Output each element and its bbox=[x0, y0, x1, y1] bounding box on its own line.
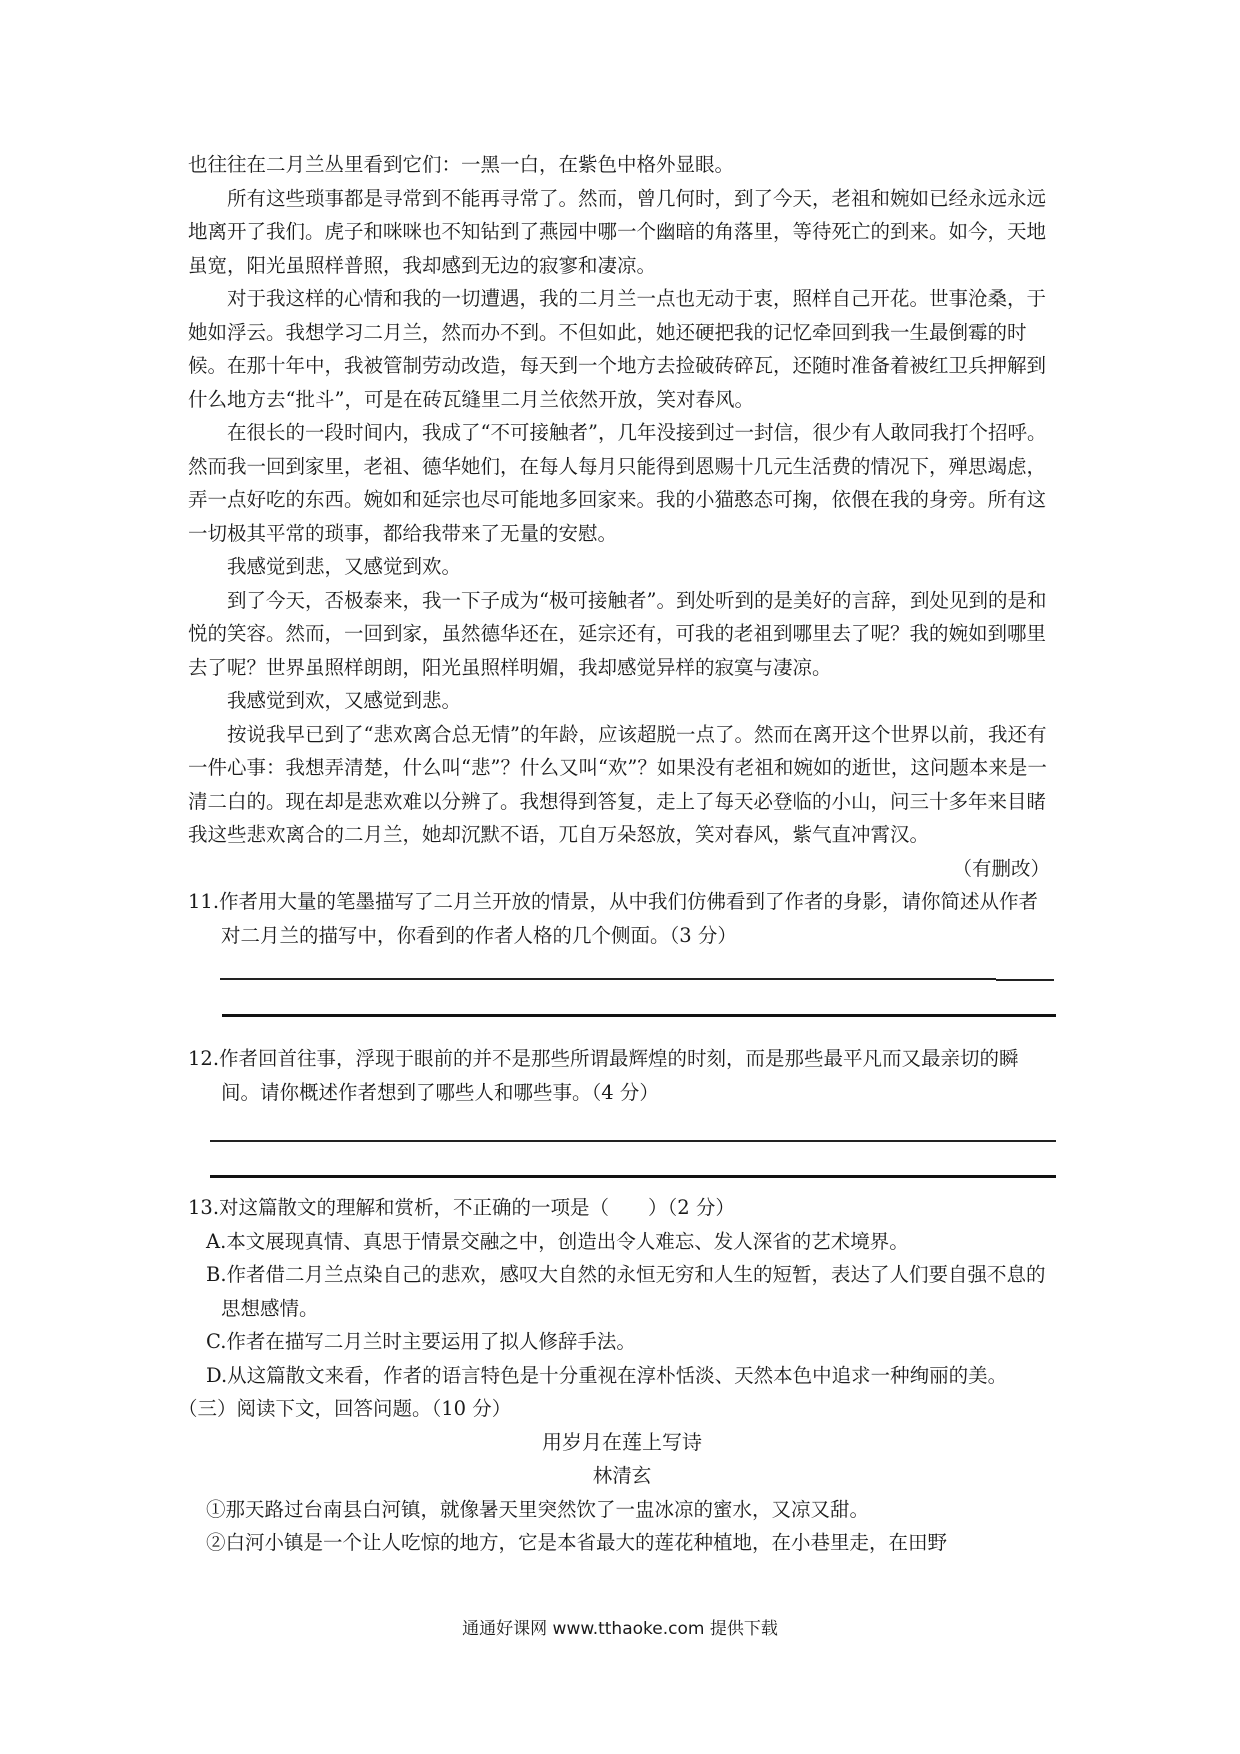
footer-watermark: 通通好课网 www.tthaoke.com 提供下载 bbox=[462, 1619, 778, 1639]
paragraph: 我感觉到欢，又感觉到悲。 bbox=[227, 689, 462, 712]
paragraph: 在很长的一段时间内，我成了“不可接触者”，几年没接到过一封信，很少有人敢同我打个招呼。然而我一回到家里，老祖、德华她们，在每人每月只能得到恩赐十几元生活费的情况下，殚思竭虑，弄一点好吃的东西。婉如和延宗也尽可能地多回家来。我的小猫憨态可掬，依偎在我的身旁。所有这一切极其平常的琐事，都给我带来了无量的安慰。 bbox=[188, 421, 1047, 545]
answer-line bbox=[210, 1140, 1056, 1142]
question-13: 13.对这篇散文的理解和赏析，不正确的一项是（ ）（2 分） bbox=[188, 1196, 735, 1219]
option-c: C.作者在描写二月兰时主要运用了拟人修辞手法。 bbox=[206, 1330, 636, 1353]
paragraph: 我感觉到悲，又感觉到欢。 bbox=[227, 555, 462, 578]
question-12: 12.作者回首往事，浮现于眼前的并不是那些所谓最辉煌的时刻，而是那些最平凡而又最亲切的瞬间。请你概述作者想到了哪些人和哪些事。（4 分） bbox=[188, 1047, 1019, 1104]
answer-lines-11[interactable] bbox=[188, 952, 1056, 1038]
answer-line bbox=[210, 1175, 1056, 1178]
section-heading: （三）阅读下文，回答问题。（10 分） bbox=[178, 1397, 512, 1420]
paragraph: 所有这些琐事都是寻常到不能再寻常了。然而，曾几何时，到了今天，老祖和婉如已经永远永远地离开了我们。虎子和咪咪也不知钻到了燕园中哪一个幽暗的角落里，等待死亡的到来。如今，天地虽宽，阳光虽照样普照，我却感到无边的寂寥和凄凉。 bbox=[188, 186, 1047, 277]
article-paragraph: ②白河小镇是一个让人吃惊的地方，它是本省最大的莲花种植地，在小巷里走，在田野 bbox=[206, 1531, 948, 1554]
article-title: 用岁月在莲上写诗 bbox=[542, 1429, 702, 1454]
answer-line bbox=[222, 1014, 1056, 1017]
document-page bbox=[178, 148, 1056, 1560]
answer-line bbox=[996, 979, 1054, 981]
option-d: D.从这篇散文来看，作者的语言特色是十分重视在淳朴恬淡、天然本色中追求一种绚丽的美。 bbox=[206, 1363, 1008, 1387]
source-note: （有删改） bbox=[952, 856, 1050, 880]
paragraph: 对于我这样的心情和我的一切遭遇，我的二月兰一点也无动于衷，照样自己开花。世事沧桑，于她如浮云。我想学习二月兰，然而办不到。不但如此，她还硬把我的记忆牵回到我一生最倒霉的时候。在那十年中，我被管制劳动改造，每天到一个地方去捡破砖碎瓦，还随时准备着被红卫兵押解到什么地方去“批斗”，可是在砖瓦缝里二月兰依然开放，笑对春风。 bbox=[188, 287, 1047, 411]
paragraph: 到了今天，否极泰来，我一下子成为“极可接触者”。到处听到的是美好的言辞，到处见到的是和悦的笑容。然而，一回到家，虽然德华还在，延宗还有，可我的老祖到哪里去了呢？我的婉如到哪里去了呢？世界虽照样朗朗，阳光虽照样明媚，我却感觉异样的寂寞与凄凉。 bbox=[188, 588, 1047, 679]
paragraph: 也往往在二月兰丛里看到它们：一黑一白，在紫色中格外显眼。 bbox=[188, 153, 735, 176]
article-paragraph: ①那天路过台南县白河镇，就像暑天里突然饮了一盅冰凉的蜜水，又凉又甜。 bbox=[206, 1497, 870, 1521]
answer-lines-12[interactable] bbox=[188, 1109, 1056, 1187]
question-11: 11.作者用大量的笔墨描写了二月兰开放的情景，从中我们仿佛看到了作者的身影，请你简述从作者对二月兰的描写中，你看到的作者人格的几个侧面。（3 分） bbox=[188, 890, 1039, 947]
option-a: A.本文展现真情、真思于情景交融之中，创造出令人难忘、发人深省的艺术境界。 bbox=[206, 1229, 909, 1253]
article-author: 林清玄 bbox=[592, 1464, 652, 1487]
paragraph: 按说我早已到了“悲欢离合总无情”的年龄，应该超脱一点了。然而在离开这个世界以前，我还有一件心事：我想弄清楚，什么叫“悲”？什么又叫“欢”？如果没有老祖和婉如的逝世，这问题本来是一清二白的。现在却是悲欢难以分辨了。我想得到答复，走上了每天必登临的小山，问三十多年来目睹我这些悲欢离合的二月兰，她却沉默不语，兀自万朵怒放，笑对春风，紫气直冲霄汉。 bbox=[188, 722, 1047, 846]
answer-line bbox=[220, 978, 996, 980]
option-b: B.作者借二月兰点染自己的悲欢，感叹大自然的永恒无穷和人生的短暂，表达了人们要自强不息的思想感情。 bbox=[206, 1263, 1046, 1320]
